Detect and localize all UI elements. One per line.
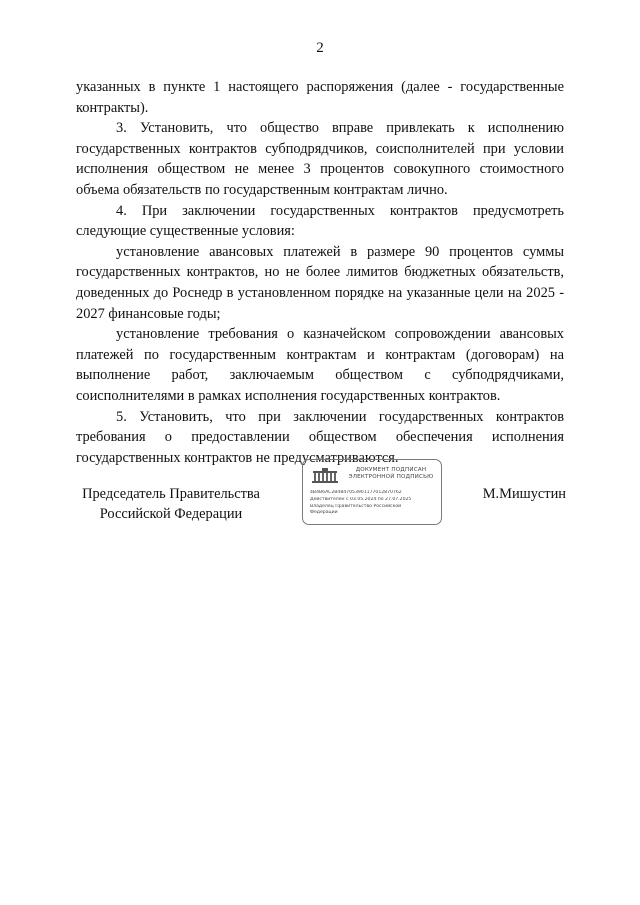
paragraph-item-4: 4. При заключении государственных контрактов предусмотреть следующие существенные условия:: [76, 202, 564, 240]
stamp-validity: Действителен с 03.05.2024 по 27.07.2025: [310, 497, 412, 502]
stamp-certificate: 4B4B6AC2B4847053901177012870762: [310, 490, 402, 495]
signatory-position: [78, 484, 264, 524]
paragraph-item-5: 5. Установить, что при заключении государственных контрактов требования о предоставлении обществом обеспечения исполнения государственных контрактов не предусматриваются.: [76, 408, 564, 466]
stamp-title-line2: ЭЛЕКТРОННОЙ ПОДПИСЬЮ: [348, 474, 434, 480]
stamp-title-line1: ДОКУМЕНТ ПОДПИСАН: [355, 467, 427, 473]
government-building-icon: [311, 467, 339, 484]
paragraph-condition-treasury: установление требования о казначейском сопровождении авансовых платежей по государственным контрактам и контрактам (договорам) на выполнение работ, заключаемым обществом с субподрядчиками, соисполнителями в рамках исполнения государственных контрактов.: [76, 326, 564, 404]
stamp-title: [343, 467, 439, 481]
signatory-name: М.Мишустин: [482, 486, 566, 502]
page-number: 2: [316, 40, 324, 56]
document-body: [76, 77, 564, 468]
paragraph-condition-advance: установление авансовых платежей в размере 90 процентов суммы государственных контрактов, но не более лимитов бюджетных обязательств, доведенных до Роснедр в установленном порядке на указанные цели на 2025 - 2027 финансовые годы;: [76, 243, 564, 322]
paragraph-continuation: указанных в пункте 1 настоящего распоряжения (далее - государственные контракты).: [76, 79, 564, 116]
signatory-position-line1: Председатель Правительства: [82, 486, 260, 502]
stamp-owner-line2: Федерации: [310, 510, 338, 515]
paragraph-item-3: 3. Установить, что общество вправе привлекать к исполнению государственных контрактов субподрядчиков, соисполнителей при условии исполнения обществом не менее 3 процентов совокупного стоимостного объема обязательств по государственным контрактам лично.: [76, 120, 564, 198]
signatory-position-line2: Российской Федерации: [99, 506, 243, 522]
electronic-signature-stamp: [302, 459, 442, 525]
stamp-owner-line1: Владелец Правительство Российской: [310, 504, 402, 509]
